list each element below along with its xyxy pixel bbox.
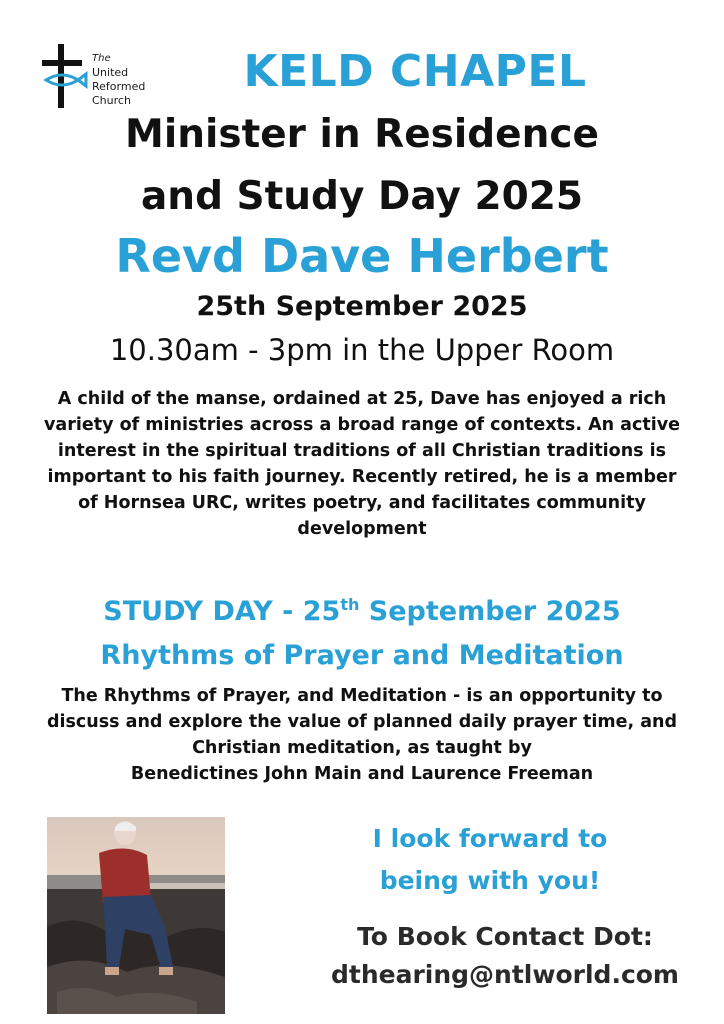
logo-text [92, 52, 145, 108]
booking-label: To Book Contact Dot: [357, 922, 653, 951]
study-day-heading [0, 596, 724, 627]
bio-line: important to his faith journey. Recently retired, he is a member [47, 467, 677, 487]
closing-line-1: I look forward to [372, 824, 608, 853]
study-ordinal: th [340, 595, 360, 614]
study-subtitle: Rhythms of Prayer and Meditation [100, 640, 624, 671]
study-prefix: STUDY DAY - 25 [103, 596, 341, 627]
bio-line: variety of ministries across a broad range of contexts. An active [44, 415, 680, 435]
closing-line-2: being with you! [379, 866, 601, 895]
bio-line: interest in the spiritual traditions of all Christian traditions is [57, 441, 667, 461]
cross-fish-icon [38, 42, 98, 112]
speaker-photo [47, 817, 225, 1014]
booking-email[interactable]: dthearing@ntlworld.com [331, 960, 679, 989]
desc-line: Benedictines John Main and Laurence Freeman [130, 764, 594, 784]
title-line-2: and Study Day 2025 [140, 174, 584, 219]
event-time: 10.30am - 3pm in the Upper Room [109, 333, 615, 367]
speaker-bio [32, 386, 692, 542]
title-line-1: Minister in Residence [125, 112, 599, 157]
study-rest: September 2025 [359, 596, 621, 627]
chapel-name: KELD CHAPEL [243, 46, 587, 97]
closing-message [330, 818, 650, 902]
booking-info [310, 918, 700, 994]
desc-line: Christian meditation, as taught by [192, 738, 532, 758]
logo-united: United [92, 66, 129, 79]
bio-line: development [297, 519, 427, 539]
event-date: 25th September 2025 [196, 291, 528, 322]
logo-church: Church [92, 94, 131, 107]
desc-line: discuss and explore the value of planned daily prayer time, and [46, 712, 678, 732]
bio-line: A child of the manse, ordained at 25, Dave has enjoyed a rich [57, 389, 667, 409]
bio-line: of Hornsea URC, writes poetry, and facilitates community [78, 493, 646, 513]
logo-reformed: Reformed [92, 80, 146, 93]
desc-line: The Rhythms of Prayer, and Meditation - is an opportunity to [61, 686, 663, 706]
logo-the: The [92, 53, 111, 64]
speaker-name: Revd Dave Herbert [115, 229, 609, 283]
study-description [20, 683, 704, 787]
